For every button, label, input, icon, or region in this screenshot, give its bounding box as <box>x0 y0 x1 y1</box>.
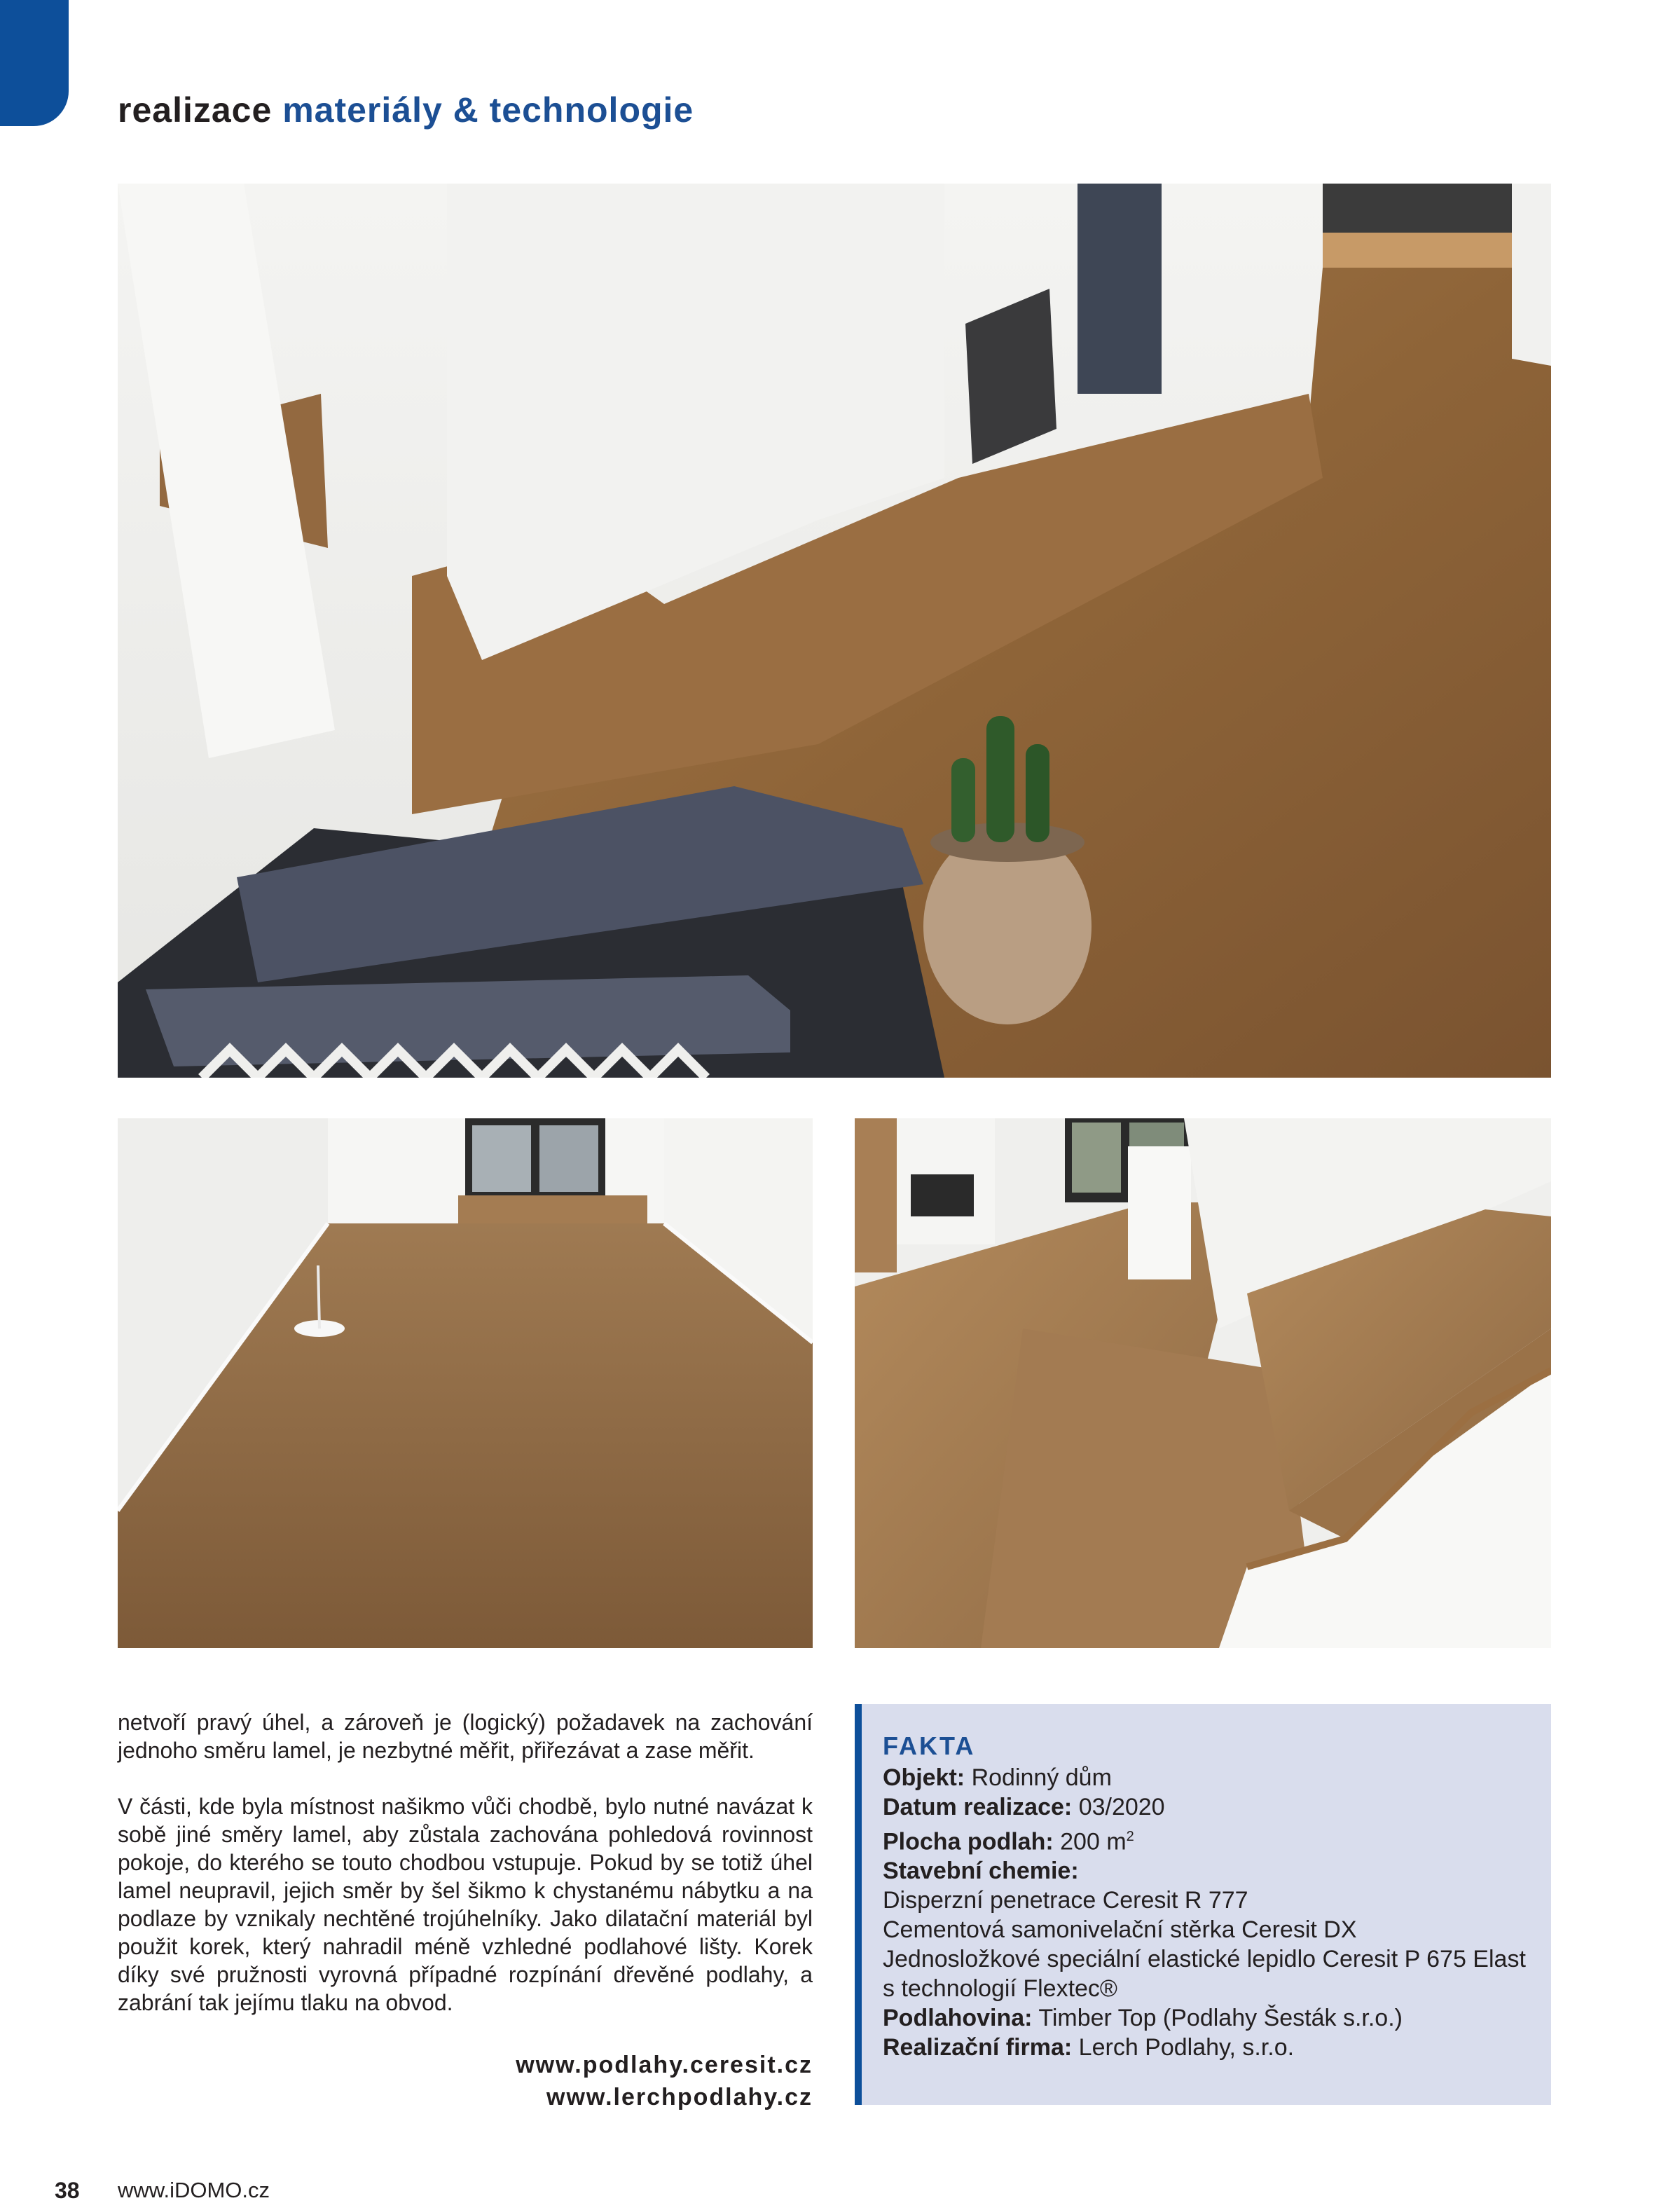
fakta-chemie-label: Stavební chemie: <box>883 1858 1079 1885</box>
fakta-chemie-item: Disperzní penetrace Ceresit R 777 <box>883 1887 1248 1914</box>
footer-site: www.iDOMO.cz <box>118 2178 270 2202</box>
fakta-firma <box>883 2033 1551 2062</box>
fakta-firma-label: Realizační firma: <box>883 2034 1073 2061</box>
link-lerchpodlahy[interactable]: www.lerchpodlahy.cz <box>546 2084 813 2111</box>
fakta-plocha-unit: 2 <box>1126 1829 1134 1844</box>
fakta-chemie-item: Cementová samonivelační stěrka Ceresit DX <box>883 1916 1357 1944</box>
fakta-datum-label: Datum realizace: <box>883 1794 1073 1820</box>
fakta-objekt-label: Objekt: <box>883 1764 965 1791</box>
fakta-plocha-value: 200 m <box>1060 1828 1127 1855</box>
fakta-chemie-item: s technologií Flextec® <box>883 1975 1117 2003</box>
fakta-chemie <box>883 1856 1551 1886</box>
page-number: 38 <box>55 2178 80 2203</box>
section-header <box>118 90 694 130</box>
hallway-oak-floor-photo <box>118 184 1551 1078</box>
empty-room-oak-floor-photo <box>118 1118 813 1648</box>
fakta-chemie-item: Jednosložkové speciální elastické lepidlo Ceresit P 675 Elast <box>883 1946 1526 1973</box>
fakta-title: FAKTA <box>883 1731 976 1760</box>
fakta-plocha <box>883 1822 1551 1856</box>
subsection-label: materiály & technologie <box>282 90 694 130</box>
article-paragraph: netvoří pravý úhel, a zároveň je (logický) požadavek na zachování jednoho směru lamel, je nezbytné měřit, přiřezávat a zase měřit. <box>118 1710 813 1763</box>
fakta-objekt <box>883 1763 1551 1792</box>
fakta-box <box>855 1704 1551 2105</box>
fakta-datum <box>883 1792 1551 1822</box>
corner-tab <box>0 0 69 126</box>
fakta-firma-value: Lerch Podlahy, s.r.o. <box>1078 2034 1295 2061</box>
fakta-plocha-label: Plocha podlah: <box>883 1828 1054 1855</box>
link-podlahy-ceresit[interactable]: www.podlahy.ceresit.cz <box>516 2052 813 2078</box>
fakta-datum-value: 03/2020 <box>1078 1794 1165 1820</box>
fakta-objekt-value: Rodinný dům <box>971 1764 1112 1791</box>
section-label: realizace <box>118 90 273 130</box>
article-paragraph: V části, kde byla místnost našikmo vůči chodbě, bylo nutné navázat k sobě jiné směry lamel, aby zůstala zachována pohledová rovinnost pokoje, do kterého se touto chodbou vstupuje. Pokud by se totiž úhel lamel neupravil, jejich směr by šel šikmo k chystanému nábytku a na podlaze by vznikaly nechtěné trojúhelníky. Jako dilatační materiál byl použit korek, který nahradil méně vzhledné podlahové lišty. Korek díky své pružnosti vyrovná případné rozpínání dřevěné podlahy, a zabrání tak jejímu tlaku na obvod. <box>118 1794 813 2015</box>
oak-staircase-photo <box>855 1118 1551 1648</box>
fakta-podlahovina-value: Timber Top (Podlahy Šesták s.r.o.) <box>1038 2005 1403 2032</box>
article-body <box>118 1708 813 2017</box>
source-links <box>118 2049 813 2113</box>
fakta-podlahovina <box>883 2003 1551 2033</box>
fakta-podlahovina-label: Podlahovina: <box>883 2005 1033 2032</box>
